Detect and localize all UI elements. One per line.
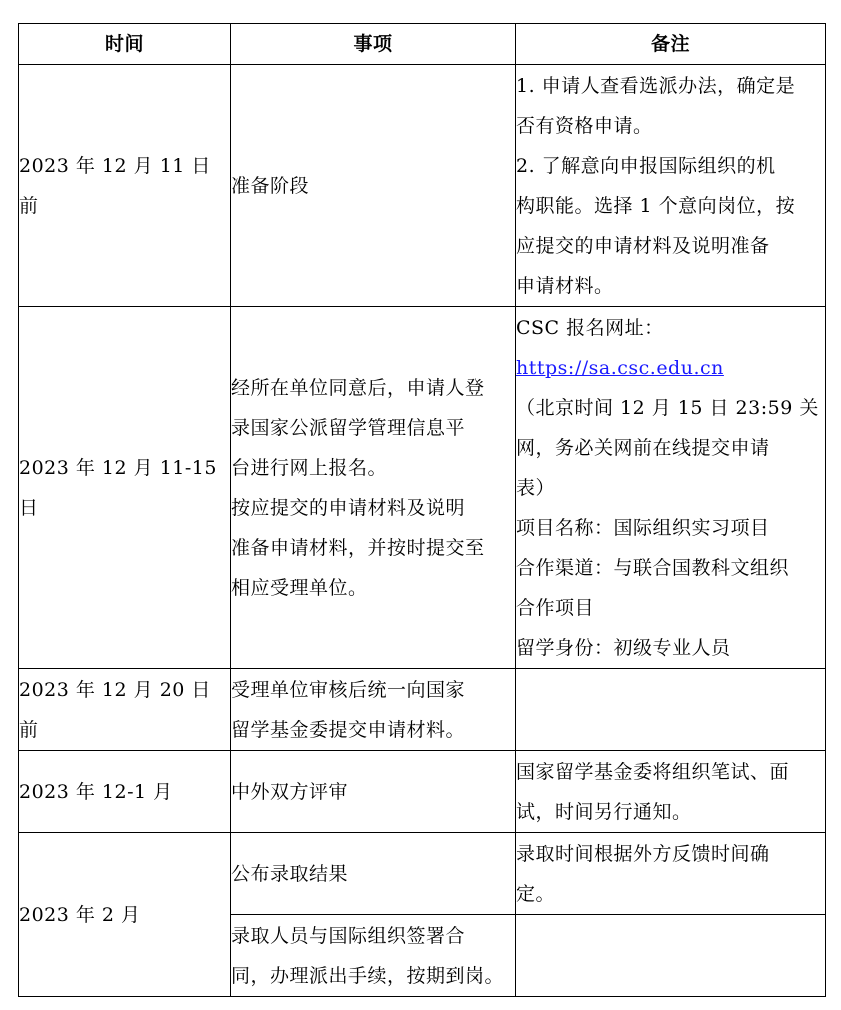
note-line: 项目名称：国际组织实习项目 <box>516 516 770 539</box>
item-cell <box>231 307 516 669</box>
note-line: 申请材料。 <box>516 274 614 297</box>
note-line: 留学身份：初级专业人员 <box>516 636 731 659</box>
item-line: 录取人员与国际组织签署合 <box>231 924 466 947</box>
time-text: 2023 年 12-1 月 <box>19 780 173 803</box>
note-cell <box>516 915 826 997</box>
table-header-row <box>19 24 826 65</box>
note-line: 网，务必关网前在线提交申请 <box>516 436 770 459</box>
note-line: 国家留学基金委将组织笔试、面 <box>516 760 790 783</box>
note-cell <box>516 751 826 833</box>
time-cell <box>19 65 231 307</box>
note-line: 定。 <box>516 882 556 905</box>
item-line: 同，办理派出手续，按期到岗。 <box>231 964 505 987</box>
item-line: 录国家公派留学管理信息平 <box>231 416 466 439</box>
table-row <box>19 307 826 669</box>
item-line: 台进行网上报名。 <box>231 456 388 479</box>
note-line: 否有资格申请。 <box>516 114 653 137</box>
table-row <box>19 751 826 833</box>
note-line: CSC 报名网址： <box>516 316 664 339</box>
time-text: 2023 年 12 月 20 日前 <box>19 678 211 741</box>
item-line: 准备阶段 <box>231 174 310 197</box>
note-line: 应提交的申请材料及说明准备 <box>516 234 770 257</box>
item-line: 相应受理单位。 <box>231 576 368 599</box>
header-item: 事项 <box>231 24 516 65</box>
csc-registration-link[interactable]: https://sa.csc.edu.cn <box>516 356 724 379</box>
time-text: 2023 年 12 月 11-15 日 <box>19 456 217 519</box>
note-cell <box>516 669 826 751</box>
note-cell <box>516 833 826 915</box>
note-line: 合作项目 <box>516 596 595 619</box>
item-line: 留学基金委提交申请材料。 <box>231 718 466 741</box>
time-cell <box>19 669 231 751</box>
note-line: 表） <box>516 476 556 499</box>
item-cell <box>231 833 516 915</box>
note-line: （北京时间 12 月 15 日 23:59 关 <box>516 396 819 419</box>
note-line <box>516 348 825 388</box>
table-row <box>19 65 826 307</box>
item-cell <box>231 751 516 833</box>
header-time: 时间 <box>19 24 231 65</box>
item-line: 经所在单位同意后，申请人登 <box>231 376 485 399</box>
item-cell <box>231 669 516 751</box>
note-line: 构职能。选择 1 个意向岗位，按 <box>516 194 796 217</box>
note-line: 2. 了解意向申报国际组织的机 <box>516 154 776 177</box>
item-cell <box>231 915 516 997</box>
note-line: 合作渠道：与联合国教科文组织 <box>516 556 790 579</box>
item-cell <box>231 65 516 307</box>
note-cell <box>516 65 826 307</box>
time-text: 2023 年 2 月 <box>19 903 141 926</box>
item-line: 公布录取结果 <box>231 862 349 885</box>
item-line: 准备申请材料，并按时提交至 <box>231 536 485 559</box>
note-cell <box>516 307 826 669</box>
time-cell <box>19 307 231 669</box>
item-line: 按应提交的申请材料及说明 <box>231 496 466 519</box>
item-line: 中外双方评审 <box>231 780 349 803</box>
time-text: 2023 年 12 月 11 日前 <box>19 154 211 217</box>
note-line: 1. 申请人查看选派办法，确定是 <box>516 74 796 97</box>
time-cell <box>19 833 231 997</box>
table-row <box>19 833 826 915</box>
item-line: 受理单位审核后统一向国家 <box>231 678 466 701</box>
time-cell <box>19 751 231 833</box>
header-note: 备注 <box>516 24 826 65</box>
note-line: 试，时间另行通知。 <box>516 800 692 823</box>
note-line: 录取时间根据外方反馈时间确 <box>516 842 770 865</box>
schedule-table <box>18 23 826 997</box>
table-row <box>19 669 826 751</box>
